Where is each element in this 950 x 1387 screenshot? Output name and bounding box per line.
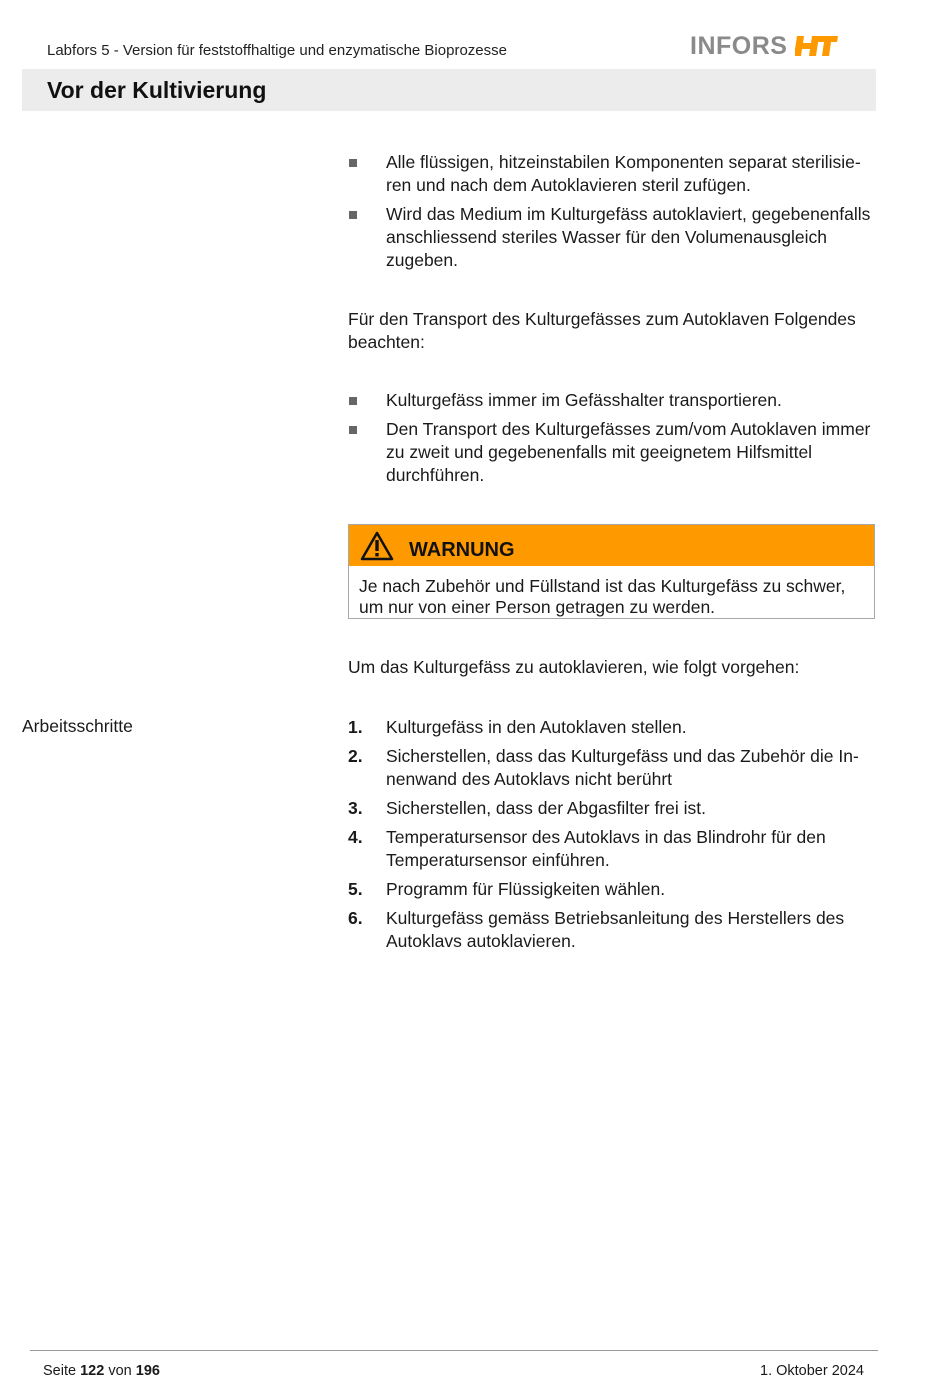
step-text: Kulturgefäss in den Autoklaven stellen. — [386, 717, 687, 737]
list-item: Kulturgefäss immer im Gefässhalter transportieren. — [348, 389, 876, 412]
footer-divider — [30, 1350, 878, 1351]
warning-box — [348, 524, 875, 619]
transport-intro-paragraph: Für den Transport des Kulturgefässes zum Autoklaven Folgendes beachten: — [348, 309, 856, 352]
section-header-bar — [22, 69, 876, 111]
footer-date: 1. Oktober 2024 — [760, 1363, 864, 1379]
list-item: Den Transport des Kulturgefässes zum/vom Autoklaven immer zu zweit und gegebenenfalls mit geeignetem Hilfsmittel durchführen. — [348, 418, 876, 487]
square-bullet-icon — [349, 211, 357, 219]
square-bullet-icon — [349, 159, 357, 167]
step-text: Sicherstellen, dass der Abgasfilter frei ist. — [386, 798, 707, 818]
step-number: 5. — [348, 879, 363, 899]
step-number: 3. — [348, 798, 363, 818]
warning-text: Je nach Zubehör und Füllstand ist das Kulturgefäss zu schwer, um nur von einer Person getragen zu werden. — [359, 576, 846, 617]
component-bullets — [348, 151, 876, 278]
section-title: Vor der Kultivierung — [47, 77, 267, 103]
step-text: Programm für Flüssigkeiten wählen. — [386, 879, 666, 899]
procedure-intro-paragraph: Um das Kulturgefäss zu autoklavieren, wie folgt vorgehen: — [348, 657, 800, 677]
logo-text: INFORS — [690, 31, 788, 60]
step-number: 4. — [348, 827, 363, 847]
step-item — [348, 907, 876, 953]
transport-bullets — [348, 389, 876, 493]
step-item — [348, 797, 876, 820]
step-item — [348, 826, 876, 872]
document-title: Labfors 5 - Version für feststoffhaltige und enzymatische Bioprozesse — [47, 42, 507, 59]
step-number: 1. — [348, 717, 363, 737]
step-number: 6. — [348, 908, 363, 928]
warning-label: WARNUNG — [409, 539, 515, 561]
square-bullet-icon — [349, 426, 357, 434]
side-label-arbeitsschritte: Arbeitsschritte — [22, 716, 133, 736]
step-number: 2. — [348, 746, 363, 766]
page-number: Seite 122 von 196 — [43, 1363, 160, 1379]
warning-header — [349, 525, 874, 566]
step-item — [348, 716, 876, 739]
step-text: Sicherstellen, dass das Kulturgefäss und das Zubehör die Innenwand des Autoklavs nicht berührt — [386, 746, 859, 789]
list-item: Alle flüssigen, hitzeinstabilen Komponenten separat sterilisieren und nach dem Autoklavieren steril zufügen. — [348, 151, 876, 197]
procedure-steps — [348, 716, 876, 959]
step-item — [348, 745, 876, 791]
square-bullet-icon — [349, 397, 357, 405]
infors-ht-logo — [690, 31, 839, 61]
list-item: Wird das Medium im Kulturgefäss autoklaviert, gegebenenfalls anschliessend steriles Wasser für den Volumenausgleich zugeben. — [348, 203, 876, 272]
step-item — [348, 878, 876, 901]
step-text: Kulturgefäss gemäss Betriebsanleitung des Herstellers des Autoklavs autoklavieren. — [386, 908, 845, 951]
ht-logo-mark-icon — [795, 33, 839, 59]
warning-triangle-icon — [360, 531, 394, 561]
step-text: Temperatursensor des Autoklavs in das Blindrohr für den Temperatursensor einführen. — [386, 827, 826, 870]
